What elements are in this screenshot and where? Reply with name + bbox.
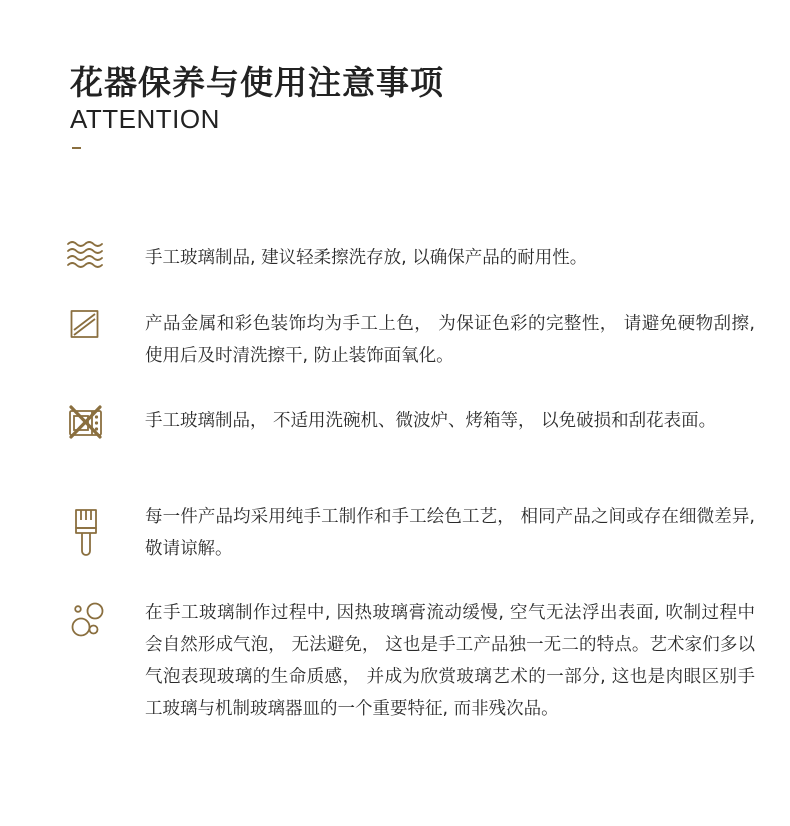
bubbles-icon <box>70 600 106 636</box>
page-subtitle: ATTENTION <box>70 104 220 134</box>
no-dishwasher-icon <box>68 405 104 441</box>
care-item-text: 手工玻璃制品， 不适用洗碗机、微波炉、烤箱等， 以免破损和刮花表面。 <box>145 411 717 431</box>
care-item-text: 在手工玻璃制作过程中, 因热玻璃膏流动缓慢, 空气无法浮出表面, 吹制过程中会自然形成气泡， 无法避免， 这也是手工产品独一无二的特点。艺术家们多以气泡表现玻璃的生命质感， 并成为欣赏玻璃艺术的一部分, 这也是肉眼区别手工玻璃与机制玻璃器皿的一个重要特征, 而非残次品。 <box>145 603 755 719</box>
accent-dash <box>72 147 81 149</box>
paint-brush-icon <box>73 508 109 544</box>
care-item-text: 手工玻璃制品, 建议轻柔擦洗存放, 以确保产品的耐用性。 <box>145 248 588 268</box>
care-item-text: 产品金属和彩色装饰均为手工上色， 为保证色彩的完整性， 请避免硬物刮擦, 使用后及时清洗擦干, 防止装饰面氧化。 <box>145 314 755 366</box>
cloth-wipe-icon <box>70 308 106 344</box>
care-item-text: 每一件产品均采用纯手工制作和手工绘色工艺， 相同产品之间或存在细微差异, 敬请谅解。 <box>145 507 755 559</box>
page-title: 花器保养与使用注意事项 <box>70 63 444 102</box>
water-wave-icon <box>67 240 103 276</box>
